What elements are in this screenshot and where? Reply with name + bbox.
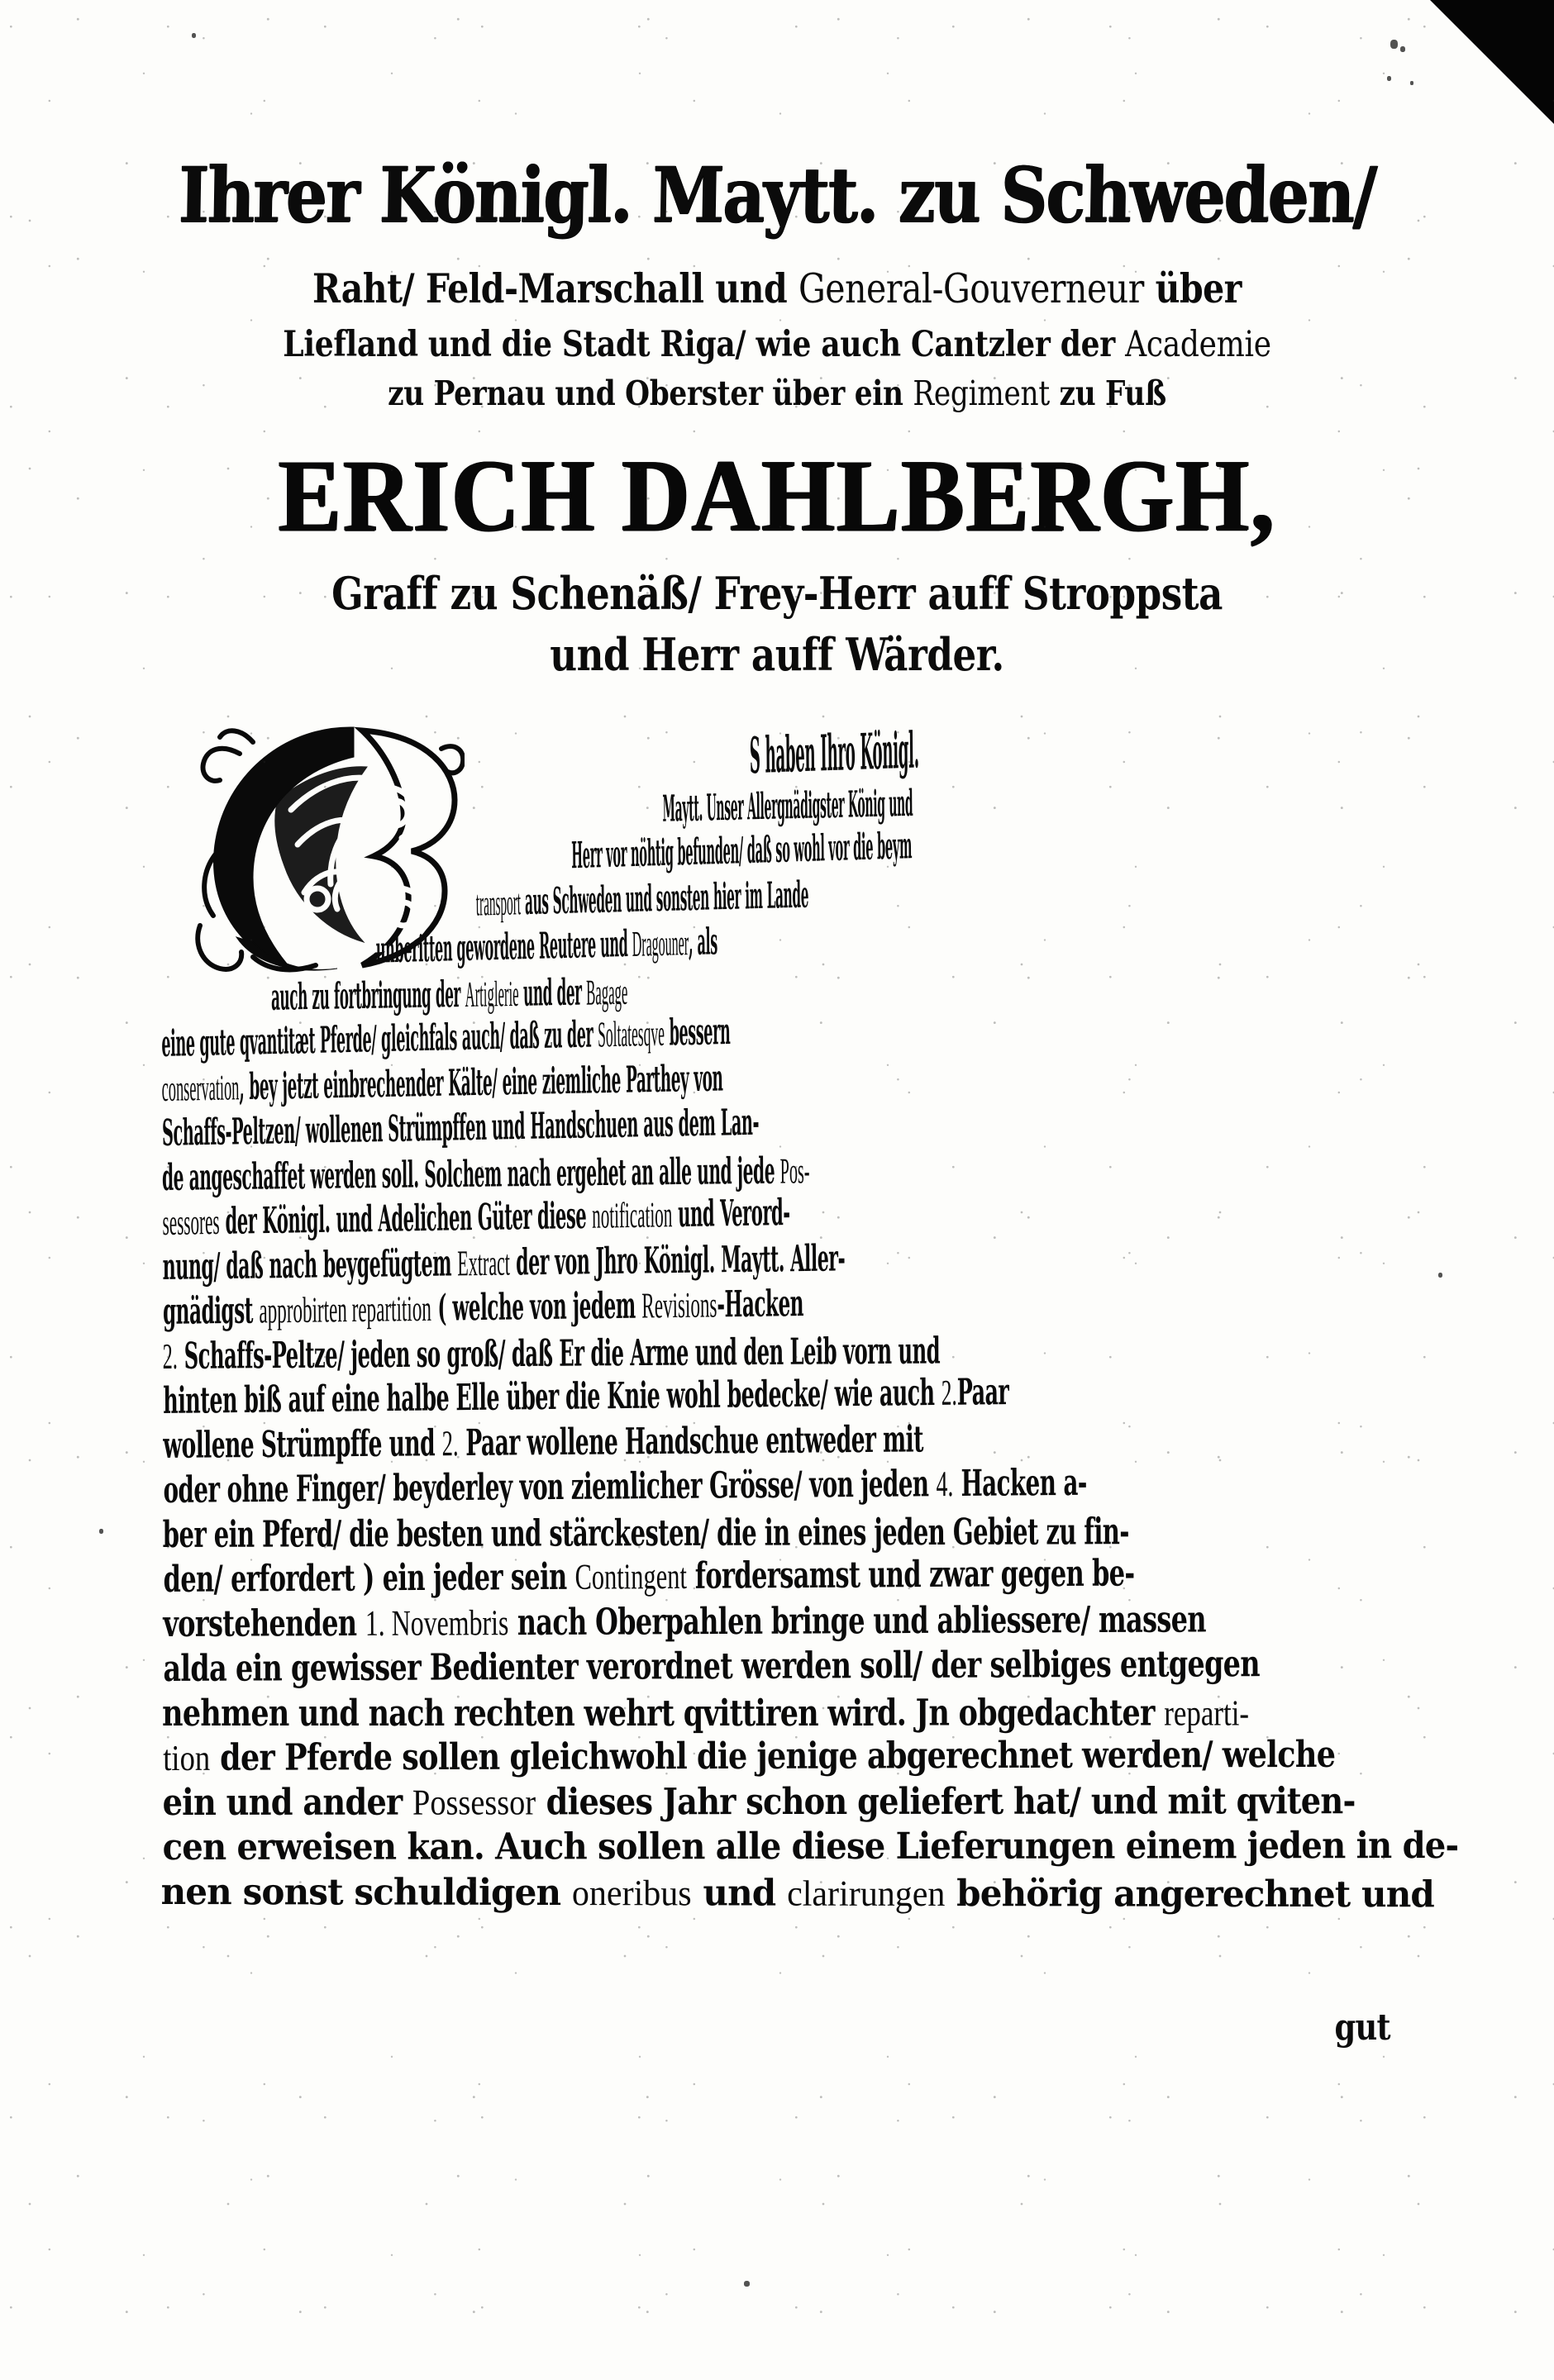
- fraktur-text-run: , als: [688, 921, 718, 964]
- fraktur-text-run: oder ohne Finger/ beyderley von ziemlicher Grösse/ von jeden: [163, 1463, 937, 1511]
- body-line: [269, 721, 919, 976]
- body-line: [160, 721, 919, 1245]
- heading-subtitle-line-3: [55, 374, 1499, 413]
- fraktur-text-run: und der: [518, 971, 587, 1015]
- roman-text-run: oneribus: [571, 1873, 692, 1914]
- heading-sub2-roman: Academie: [1125, 324, 1271, 365]
- roman-text-run: clarirungen: [787, 1873, 946, 1915]
- roman-text-run: Soltatesqve: [597, 1012, 665, 1055]
- roman-text-run: 1. Novembris: [365, 1602, 509, 1644]
- ink-speck: [1390, 40, 1398, 49]
- page-title: Ihrer Königl. Maytt. zu Schweden/: [178, 150, 1376, 240]
- fraktur-text-run: Herr vor nöhtig befunden/ daß so wohl vor die beym: [571, 825, 913, 878]
- roman-text-run: sessores: [162, 1201, 220, 1243]
- heading-sub1-part-a: Raht/ Feld-Marschall und: [312, 264, 799, 312]
- roman-text-run: transport: [475, 882, 522, 924]
- heading-subtitle-line-1: [55, 264, 1499, 312]
- person-titles-line-1: Graff zu Schenäß/ Frey-Herr auff Stroppsta: [331, 567, 1223, 620]
- roman-text-run: approbirten repartition: [259, 1288, 431, 1331]
- fraktur-text-run: unberitten gewordene Reutere und: [375, 922, 632, 972]
- fraktur-text-run: nung/ daß nach beygefügtem: [162, 1242, 458, 1288]
- page-corner-fold-artifact: [1430, 0, 1554, 124]
- heading-sub3-part-b: zu Fuß: [1049, 374, 1166, 413]
- fraktur-text-run: Maytt. Unser Allergnädigster König und: [662, 782, 913, 831]
- fraktur-text-run: Paar wollene Handschue entweder mit: [458, 1418, 923, 1465]
- fraktur-text-run: ( welche von jedem: [431, 1284, 642, 1330]
- ink-speck: [99, 1529, 103, 1534]
- body-line: [161, 721, 1260, 1736]
- body-line: [161, 721, 1356, 1825]
- ink-speck: [1400, 46, 1405, 52]
- fraktur-text-run: -Hacken: [717, 1283, 804, 1326]
- fraktur-text-run: und: [691, 1872, 788, 1915]
- fraktur-text-run: eine gute qvantitæt Pferde/ gleichfals auch/ daß zu der: [161, 1013, 598, 1065]
- fraktur-text-run: vorstehenden: [163, 1602, 365, 1645]
- body-line: [161, 721, 1459, 1870]
- fraktur-text-run: nehmen und nach rechten wehrt qvittiren wird. Jn obgedachter: [162, 1692, 1165, 1735]
- fraktur-text-run: ein und ander: [162, 1781, 413, 1824]
- fraktur-text-run: dieses Jahr schon geliefert hat/ und mit qviten-: [536, 1780, 1356, 1824]
- heading-subtitle-line-2: [55, 324, 1499, 365]
- roman-text-run: conservation: [161, 1067, 240, 1109]
- fraktur-text-run: behörig angerechnet und: [945, 1873, 1434, 1916]
- body-line: [160, 721, 1009, 1424]
- catchword: gut: [1334, 2006, 1390, 2049]
- roman-text-run: 2.: [941, 1372, 957, 1413]
- body-line: [160, 721, 919, 1335]
- ink-speck: [744, 2281, 750, 2287]
- fraktur-text-run: der Königl. und Adelichen Güter diese: [219, 1194, 593, 1243]
- fraktur-text-run: bessern: [664, 1010, 731, 1054]
- fraktur-text-run: Schaffs-Peltze/ jeden so groß/ daß Er die Arme und den Leib vorn und: [177, 1330, 941, 1378]
- person-name-display: ERICH DAHLBERGH,: [278, 438, 1276, 554]
- roman-text-run: 4.: [936, 1464, 954, 1505]
- body-line: [160, 721, 919, 1156]
- body-line: [160, 721, 919, 1201]
- body-line: [160, 721, 919, 1111]
- roman-text-run: Dragouner: [632, 922, 689, 964]
- fraktur-text-run: aus Schweden und sonsten hier im Lande: [520, 873, 809, 924]
- body-line: [160, 721, 919, 1067]
- body-line: [161, 721, 1129, 1558]
- roman-text-run: Bagage: [585, 971, 628, 1013]
- ink-speck: [192, 33, 196, 38]
- heading-sub2-part-a: Liefland und die Stadt Riga/ wie auch Cantzler der: [283, 324, 1126, 365]
- fraktur-text-run: und Verord-: [672, 1192, 790, 1236]
- body-text-block: [160, 721, 1501, 1916]
- fraktur-text-run: nach Oberpahlen bringe und abliessere/ massen: [508, 1598, 1206, 1645]
- fraktur-text-run: cen erweisen kan. Auch sollen alle diese Lieferungen einem jeden in de-: [162, 1825, 1459, 1868]
- heading-sub1-roman: General-Gouverneur: [798, 265, 1144, 312]
- heading-sub1-part-b: über: [1143, 264, 1242, 312]
- body-line: [160, 721, 1459, 1917]
- roman-text-run: Revisions: [641, 1284, 717, 1326]
- roman-text-run: tion: [163, 1737, 211, 1778]
- fraktur-text-run: Hacken a-: [953, 1461, 1087, 1506]
- body-line: [160, 721, 919, 1290]
- roman-text-run: notification: [592, 1194, 673, 1236]
- fraktur-text-run: de angeschaffet werden soll. Solchem nach ergehet an alle und jede: [161, 1150, 780, 1199]
- body-line: [160, 721, 1135, 1602]
- fraktur-text-run: auch zu fortbringung der: [270, 973, 465, 1019]
- ink-speck: [1387, 76, 1391, 81]
- fraktur-text-run: der Pferde sollen gleichwohl die jenige abgerechnet werden/ welche: [210, 1733, 1336, 1779]
- roman-text-run: Possessor: [412, 1782, 536, 1823]
- body-line: [160, 721, 1087, 1513]
- body-line: [160, 721, 1009, 1468]
- body-line: [662, 721, 919, 787]
- ink-speck: [1410, 81, 1413, 85]
- fraktur-text-run: , bey jetzt einbrechender Kälte/ eine ziemliche Parthey von: [239, 1057, 723, 1109]
- roman-text-run: Artiglerie: [465, 973, 519, 1015]
- fraktur-text-run: wollene Strümpffe und: [163, 1422, 442, 1467]
- person-titles-line-2: und Herr auff Wärder.: [550, 628, 1004, 681]
- body-line: [570, 721, 919, 834]
- roman-text-run: reparti-: [1164, 1692, 1250, 1734]
- roman-text-run: Pos-: [779, 1150, 810, 1192]
- body-line: [161, 721, 1336, 1781]
- fraktur-text-run: gnädigst: [162, 1289, 260, 1333]
- roman-text-run: Contingent: [574, 1555, 687, 1597]
- fraktur-text-run: Paar: [956, 1371, 1009, 1414]
- body-line: [160, 721, 1260, 1692]
- fraktur-text-run: ber ein Pferd/ die besten und stärckesten/ die in eines jeden Gebiet zu fin-: [162, 1511, 1129, 1556]
- body-line: [160, 721, 919, 1022]
- heading-sub3-roman: Regiment: [913, 374, 1050, 413]
- body-line: [374, 721, 919, 929]
- fraktur-text-run: fordersamst und zwar gegen be-: [686, 1552, 1135, 1597]
- body-line: [474, 721, 919, 882]
- fraktur-text-run: hinten biß auf eine halbe Elle über die Knie wohl bedecke/ wie auch: [163, 1371, 941, 1422]
- roman-text-run: 2.: [162, 1335, 178, 1377]
- body-line: [160, 721, 941, 1379]
- fraktur-text-run: der von Jhro Königl. Maytt. Aller-: [509, 1237, 846, 1284]
- fraktur-text-run: Schaffs-Peltzen/ wollenen Strümpffen und Handschuen aus dem Lan-: [161, 1101, 760, 1154]
- fraktur-text-run: nen sonst schuldigen: [160, 1870, 572, 1915]
- fraktur-text-run: den/ erfordert ) ein jeder sein: [163, 1555, 575, 1601]
- fraktur-text-run: S haben Ihro Königl.: [749, 721, 919, 786]
- fraktur-text-run: alda ein gewisser Bedienter verordnet werden soll/ der selbiges entgegen: [163, 1643, 1260, 1690]
- roman-text-run: 2.: [441, 1423, 459, 1464]
- heading-sub3-part-a: zu Pernau und Oberster über ein: [388, 374, 913, 413]
- roman-text-run: Extract: [457, 1242, 511, 1284]
- body-line: [160, 721, 1206, 1647]
